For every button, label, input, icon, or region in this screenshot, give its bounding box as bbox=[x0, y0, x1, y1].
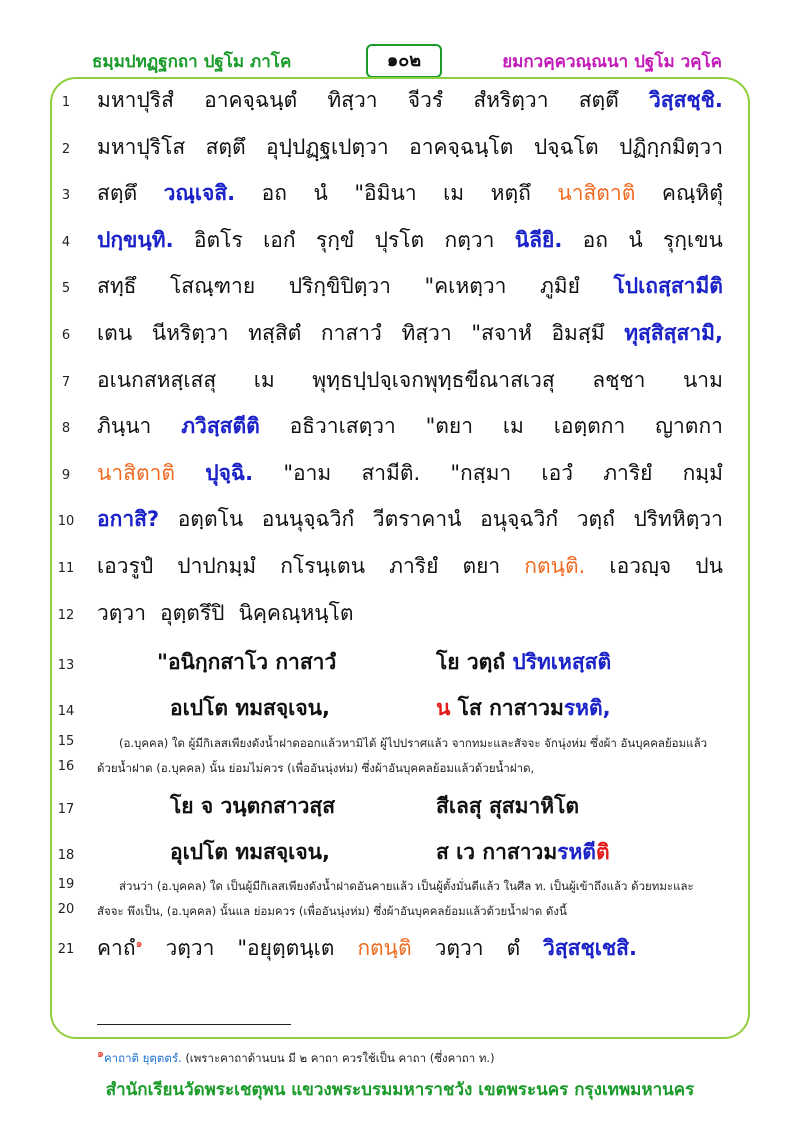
line-number: 10 bbox=[57, 514, 75, 530]
word: วณฺเจสิ. bbox=[163, 181, 236, 206]
word: ปจฺฉโต bbox=[533, 134, 599, 159]
line-number: 17 bbox=[57, 802, 75, 817]
line-text bbox=[97, 177, 723, 210]
word: ภวิสฺสตีติ bbox=[181, 414, 260, 439]
word: ตยา bbox=[462, 554, 501, 578]
line-text bbox=[97, 317, 723, 350]
word: สามีติ. bbox=[361, 460, 421, 485]
word: จีวรํ bbox=[407, 88, 444, 112]
word: ปุจฺฉิ. bbox=[205, 460, 254, 485]
verse-second-half: สีเลสุ สุสมาหิโต bbox=[436, 794, 580, 818]
word: เอกํ bbox=[263, 227, 296, 252]
word: เอตฺตกา bbox=[553, 414, 626, 439]
word: เอวรูปํ bbox=[97, 554, 154, 578]
word: สตฺตึ bbox=[205, 134, 246, 159]
word: อตฺตโน bbox=[177, 507, 244, 532]
word: ภาริยํ bbox=[603, 460, 653, 485]
line-text bbox=[97, 410, 723, 443]
word: วตฺวา bbox=[165, 936, 215, 960]
verse-second-half: น โส กาสาวมรหติ, bbox=[436, 696, 611, 720]
word: "อิมินา bbox=[354, 181, 417, 206]
footnote-mark: ๑ bbox=[97, 1047, 104, 1060]
word: ภูมิยํ bbox=[539, 274, 580, 299]
word: กตนฺติ. bbox=[524, 554, 586, 578]
translation-text: ส่วนว่า (อ.บุคคล) ใด เป็นผู้มีกิเลสเพียงดังน้ำฝาดอันคายแล้ว เป็นผู้ตั้งมั่นดีแล้ว ในศีล ท. เป็นผู้เข้าถึงแล้ว ด้วยทมะและ bbox=[119, 879, 694, 893]
line-text bbox=[97, 270, 723, 303]
word: ทิสฺวา bbox=[401, 321, 452, 345]
word: สํหริตฺวา bbox=[473, 88, 549, 112]
word: อาคจฺฉนฺตํ bbox=[204, 88, 298, 112]
word: "สจาหํ bbox=[471, 321, 532, 345]
translation-text: ด้วยน้ำฝาด (อ.บุคคล) นั้น ย่อมไม่ควร (เพื่ออันนุ่งห่ม) ซึ่งผ้าอันบุคคลย้อมแล้วด้วยน้ำฝาด, bbox=[97, 761, 535, 775]
word: กตฺวา bbox=[444, 227, 495, 252]
line-number: 5 bbox=[61, 281, 71, 297]
line-number: 2 bbox=[61, 141, 71, 157]
word: นิลียิ. bbox=[514, 227, 563, 252]
word: ภาริยํ bbox=[389, 554, 439, 578]
word: ลชฺชา bbox=[592, 367, 646, 392]
verse-second-half: ส เว กาสาวมรหตีติ bbox=[436, 840, 610, 864]
word: เอวญฺจ bbox=[609, 554, 672, 578]
line-number: 12 bbox=[57, 607, 75, 623]
line-number: 4 bbox=[61, 234, 71, 250]
line-text bbox=[97, 597, 723, 630]
word: นิคฺคณฺหนฺโต bbox=[238, 600, 354, 625]
word: มหาปุริโส bbox=[97, 134, 186, 159]
page-number: ๑๐๒ bbox=[366, 44, 442, 78]
line-number: 3 bbox=[61, 188, 71, 204]
word: วตฺถํ bbox=[576, 507, 615, 532]
line-text bbox=[97, 131, 723, 164]
word: วตฺวา bbox=[97, 600, 147, 625]
translation-text: (อ.บุคคล) ใด ผู้มีกิเลสเพียงดังน้ำฝาดออกแล้วหามิได้ ผู้ไปปราศแล้ว จากทมะและสัจจะ จักนุ่งห่ม ซึ่งผ้า อันบุคคลย้อมแล้ว bbox=[119, 736, 708, 750]
word: โสณฺฑาย bbox=[170, 274, 256, 299]
word: หตฺถึ bbox=[490, 181, 531, 206]
line-number: 13 bbox=[57, 658, 75, 673]
word: ปน bbox=[695, 554, 723, 578]
word: ปุรโต bbox=[374, 227, 425, 252]
word: วิสฺสชฺชิ. bbox=[649, 88, 723, 112]
word: กมฺมํ bbox=[682, 460, 723, 485]
word: อนนุจฺฉวิกํ bbox=[261, 507, 355, 532]
word: ทิสฺวา bbox=[327, 88, 378, 112]
word: อาคจฺฉนฺโต bbox=[409, 134, 514, 159]
word: วีตราคานํ bbox=[372, 507, 462, 532]
word: รุกฺขํ bbox=[315, 227, 355, 252]
word: มหาปุริสํ bbox=[97, 88, 174, 112]
line-number: 1 bbox=[61, 95, 71, 110]
line-number: 16 bbox=[57, 759, 75, 774]
word: คาถํ$^๑$ bbox=[97, 936, 143, 960]
footnote-ref: คาถาติ ยุตฺตตรํ. bbox=[103, 1050, 182, 1065]
verse-first-half: "อนิกฺกสาโว กาสาวํ bbox=[157, 650, 337, 674]
word: เอวํ bbox=[541, 460, 573, 485]
word: อุตฺตรึปิ bbox=[160, 600, 225, 625]
line-text bbox=[97, 224, 723, 257]
line-number: 9 bbox=[61, 467, 71, 483]
footnote-marker: ๑ bbox=[135, 937, 143, 950]
verse-second-half: โย วตฺถํ ปริทเหสฺสติ bbox=[436, 650, 612, 674]
word: อุปฺปฏฺฐเปตฺวา bbox=[266, 134, 389, 159]
word: ปฏิกฺกมิตฺวา bbox=[619, 134, 723, 159]
footnote bbox=[97, 1044, 495, 1068]
word: สตฺตึ bbox=[578, 88, 619, 112]
line-text bbox=[97, 503, 723, 536]
line-number: 21 bbox=[57, 942, 75, 957]
word: โปเถสฺสามีติ bbox=[613, 274, 723, 299]
translation-line bbox=[57, 759, 727, 778]
translation-text: สัจจะ พึงเป็น, (อ.บุคคล) นั้นแล ย่อมควร (เพื่ออันนุ่งห่ม) ซึ่งผ้าอันบุคคลย้อมแล้วด้วยน้ำฝาด ดังนี้ bbox=[97, 904, 567, 918]
word: ญาตกา bbox=[655, 414, 723, 439]
word: พุทฺธปฺปจฺเจกพุทฺธขีณาสเวสุ bbox=[312, 367, 555, 392]
line-number: 20 bbox=[57, 902, 75, 917]
line-number: 19 bbox=[57, 877, 75, 892]
line-number: 7 bbox=[61, 374, 71, 390]
book-title: ธมฺมปทฏฺฐกถา ปฐโม ภาโค bbox=[92, 52, 292, 72]
word: "กสฺมา bbox=[450, 460, 512, 485]
word: อเนกสหสฺเสสุ bbox=[97, 367, 217, 392]
word: ปริทหิตฺวา bbox=[633, 507, 723, 532]
word: นํ bbox=[313, 181, 328, 206]
word: วิสฺสชฺเชสิ. bbox=[543, 936, 637, 960]
translation-line bbox=[57, 877, 727, 896]
word: กตนฺติ bbox=[357, 936, 412, 960]
word: อถ bbox=[261, 181, 287, 206]
word: อิตโร bbox=[193, 227, 243, 252]
word: รุกฺเขน bbox=[663, 227, 723, 252]
footnote-text: (เพราะคาถาด้านบน มี ๒ คาถา ควรใช้เป็น คาถา (ซึ่งคาถา ท.) bbox=[185, 1050, 495, 1065]
word: "อยุตฺตนฺเต bbox=[237, 936, 335, 960]
line-text bbox=[97, 550, 723, 583]
word: ตํ bbox=[506, 936, 521, 960]
word: นีหริตฺวา bbox=[151, 321, 229, 345]
line-number: 11 bbox=[57, 561, 75, 576]
word: เม bbox=[253, 367, 275, 392]
verse-first-half: อุเปโต ทมสจฺเจน, bbox=[170, 840, 330, 864]
word: "คเหตฺวา bbox=[424, 274, 507, 299]
word: อิมสฺมึ bbox=[551, 321, 605, 345]
word: "อาม bbox=[283, 460, 332, 485]
word: "ตยา bbox=[425, 414, 474, 439]
word: ปาปกมฺมํ bbox=[177, 554, 257, 578]
word: สทฺธึ bbox=[97, 274, 137, 299]
verse-first-half: อเปโต ทมสจฺเจน, bbox=[170, 696, 330, 720]
line-number: 18 bbox=[57, 848, 75, 863]
word: เตน bbox=[97, 321, 133, 345]
word: เม bbox=[443, 181, 465, 206]
word: นาสิตาติ bbox=[97, 460, 176, 485]
word: อกาสิ? bbox=[97, 507, 160, 532]
word: กโรนฺเตน bbox=[280, 554, 366, 578]
word: นํ bbox=[628, 227, 643, 252]
word: อธิวาเสตฺวา bbox=[289, 414, 396, 439]
line-number: 14 bbox=[57, 704, 75, 719]
word: กาสาวํ bbox=[320, 321, 382, 345]
chapter-title: ยมกวคฺควณฺณนา ปฐโม วคฺโค bbox=[502, 52, 722, 72]
word: ปริกฺขิปิตฺวา bbox=[288, 274, 391, 299]
line-number: 6 bbox=[61, 328, 71, 343]
translation-line bbox=[57, 902, 727, 921]
word: วตฺวา bbox=[434, 936, 484, 960]
line-number: 15 bbox=[57, 734, 75, 749]
word: อถ bbox=[582, 227, 608, 252]
word: อนุจฺฉวิกํ bbox=[480, 507, 559, 532]
word: นาม bbox=[682, 367, 723, 392]
translation-line bbox=[57, 734, 727, 753]
word: คณฺหิตุํ bbox=[661, 181, 723, 206]
line-text bbox=[97, 364, 723, 397]
word: นาสิตาติ bbox=[557, 181, 636, 206]
page-header bbox=[0, 44, 800, 76]
line-text bbox=[97, 932, 637, 965]
word: เม bbox=[502, 414, 524, 439]
word: สตฺตึ bbox=[97, 181, 138, 206]
line-text bbox=[97, 84, 723, 117]
word: ภินฺนา bbox=[97, 414, 152, 439]
line-number: 8 bbox=[61, 421, 71, 437]
word: ทุสฺสิสฺสามิ, bbox=[624, 321, 723, 345]
footnote-divider bbox=[97, 1024, 291, 1025]
word: ปกฺขนฺทิ. bbox=[97, 227, 174, 252]
word: ทสฺสิตํ bbox=[248, 321, 302, 345]
line-text bbox=[97, 457, 723, 490]
page-footer: สำนักเรียนวัดพระเชตุพน แขวงพระบรมมหาราชวัง เขตพระนคร กรุงเทพมหานคร bbox=[105, 1080, 695, 1100]
verse-first-half: โย จ วนฺตกสาวสฺส bbox=[170, 794, 336, 818]
